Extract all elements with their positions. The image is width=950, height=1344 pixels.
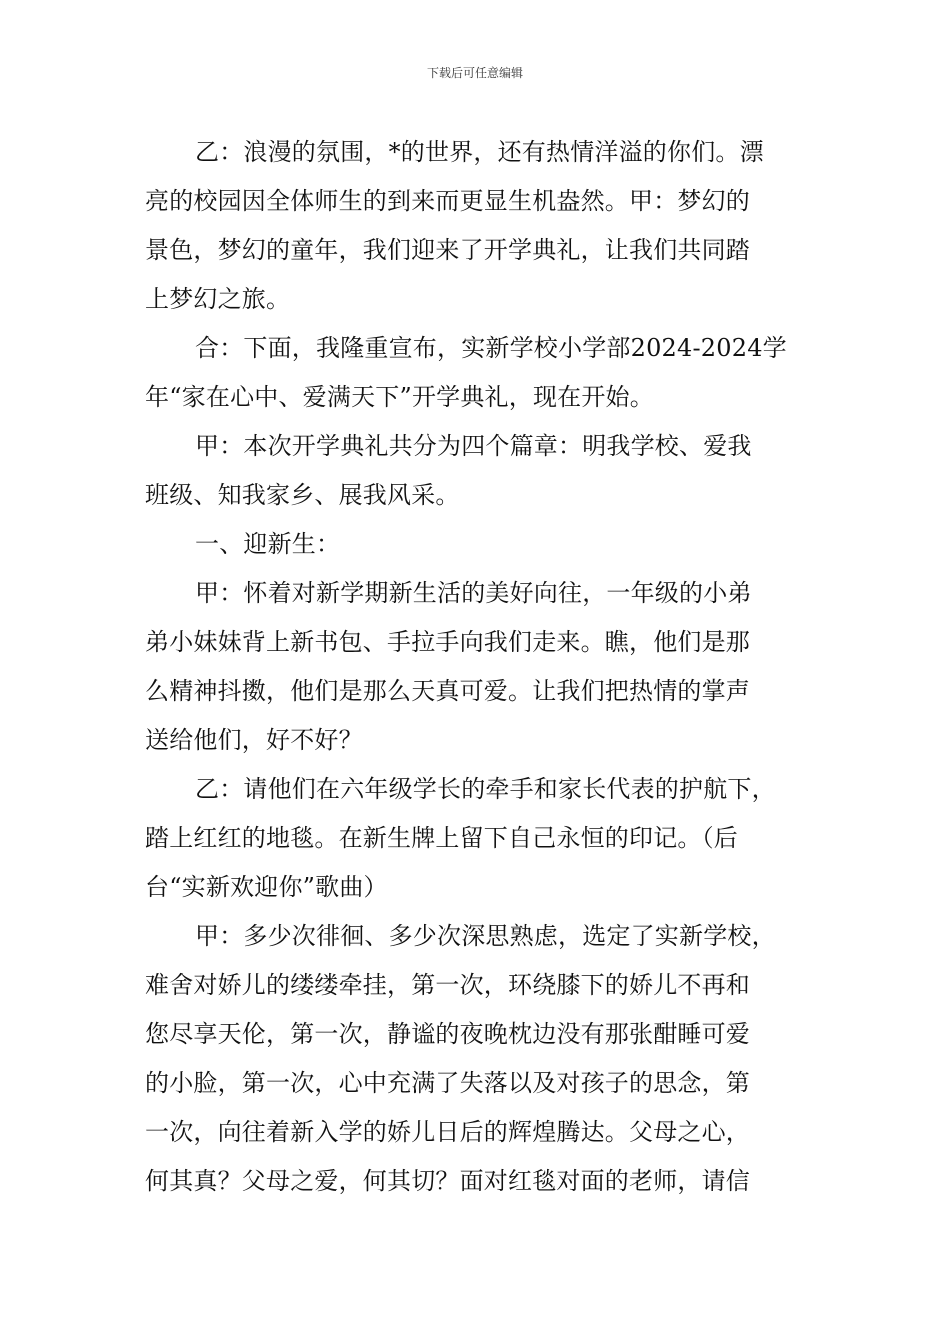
paragraph-line: 台“实新欢迎你”歌曲）	[145, 873, 388, 901]
paragraph-first-line: 合：下面，我隆重宣布，实新学校小学部2024-2024学	[195, 334, 787, 362]
paragraph-first-line: 乙：请他们在六年级学长的牵手和家长代表的护航下，	[195, 775, 776, 803]
paragraph-line: 景色，梦幻的童年，我们迎来了开学典礼，让我们共同踏	[145, 236, 750, 264]
paragraph-first-line: 甲：本次开学典礼共分为四个篇章：明我学校、爱我	[195, 432, 752, 460]
paragraph-line: 亮的校园因全体师生的到来而更显生机盎然。甲：梦幻的	[145, 187, 750, 215]
document-body	[145, 128, 807, 1206]
paragraph-line: 送给他们，好不好？	[145, 726, 363, 754]
paragraph-line: 难舍对娇儿的缕缕牵挂，第一次，环绕膝下的娇儿不再和	[145, 971, 750, 999]
paragraph-line: 何其真？父母之爱，何其切？面对红毯对面的老师，请信	[145, 1167, 750, 1195]
paragraph-line: 的小脸，第一次，心中充满了失落以及对孩子的思念，第	[145, 1069, 750, 1097]
paragraph-line: 班级、知我家乡、展我风采。	[145, 481, 460, 509]
paragraph-line: 您尽享天伦，第一次，静谧的夜晚枕边没有那张酣睡可爱	[145, 1020, 750, 1048]
paragraph-line: 么精神抖擞，他们是那么天真可爱。让我们把热情的掌声	[145, 677, 750, 705]
paragraph-line: 弟小妹妹背上新书包、手拉手向我们走来。瞧，他们是那	[145, 628, 750, 656]
paragraph-line: 上梦幻之旅。	[145, 285, 291, 313]
paragraph-first-line: 甲：多少次徘徊、多少次深思熟虑，选定了实新学校，	[195, 922, 776, 950]
paragraph-line: 一次，向往着新入学的娇儿日后的辉煌腾达。父母之心，	[145, 1118, 750, 1146]
paragraph-line: 踏上红红的地毯。在新生牌上留下自己永恒的印记。（后	[145, 824, 738, 852]
paragraph-first-line: 一、迎新生：	[195, 530, 341, 558]
page-header-note: 下载后可任意编辑	[426, 66, 523, 80]
paragraph-first-line: 甲：怀着对新学期新生活的美好向往，一年级的小弟	[195, 579, 752, 607]
paragraph-line: 年“家在心中、爱满天下”开学典礼，现在开始。	[145, 383, 654, 411]
paragraph-first-line: 乙：浪漫的氛围，*的世界，还有热情洋溢的你们。漂	[195, 138, 764, 166]
